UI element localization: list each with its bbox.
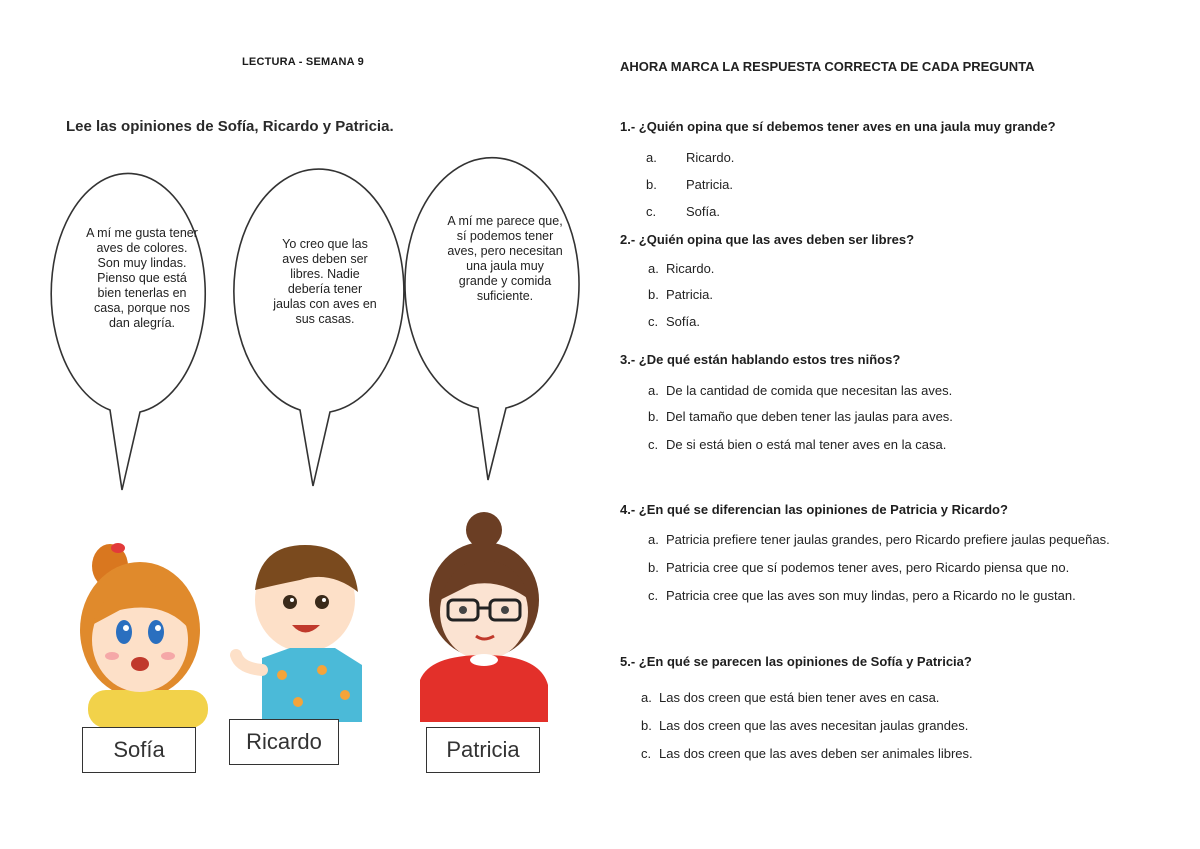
option-letter: a. xyxy=(648,383,659,398)
right-heading: AHORA MARCA LA RESPUESTA CORRECTA DE CADA PREGUNTA xyxy=(620,59,1035,74)
patricia-illustration xyxy=(420,512,548,722)
option-letter: a. xyxy=(648,261,659,276)
name-label-sofia: Sofía xyxy=(82,727,196,773)
option-text: Ricardo. xyxy=(666,261,715,276)
option-letter: b. xyxy=(648,560,659,575)
question-4-option-c[interactable] xyxy=(648,588,1076,603)
option-letter: c. xyxy=(648,588,659,603)
speech-bubble-ricardo xyxy=(234,169,404,486)
question-1-option-b[interactable] xyxy=(646,177,733,192)
question-1-option-a[interactable] xyxy=(646,150,734,165)
question-2-option-b[interactable] xyxy=(648,287,713,302)
option-letter: c. xyxy=(641,746,652,761)
option-text: Ricardo. xyxy=(686,150,735,165)
question-1-option-c[interactable] xyxy=(646,204,720,219)
option-letter: c. xyxy=(646,204,657,219)
question-5-option-c[interactable] xyxy=(641,746,973,761)
instruction: Lee las opiniones de Sofía, Ricardo y Patricia. xyxy=(66,118,394,135)
question-1: 1.- ¿Quién opina que sí debemos tener aves en una jaula muy grande? xyxy=(620,119,1056,134)
question-2-option-a[interactable] xyxy=(648,261,714,276)
option-letter: a. xyxy=(646,150,657,165)
option-text: Patricia prefiere tener jaulas grandes, pero Ricardo prefiere jaulas pequeñas. xyxy=(666,532,1110,547)
question-4-option-a[interactable] xyxy=(648,532,1110,547)
option-text: Las dos creen que las aves necesitan jaulas grandes. xyxy=(659,718,969,733)
question-3-option-a[interactable] xyxy=(648,383,952,398)
question-3-option-c[interactable] xyxy=(648,437,946,452)
option-text: Patricia. xyxy=(686,177,733,192)
bubble-text-patricia: A mí me parece que, sí podemos tener aves, pero necesitan una jaula muy grande y comida suficiente. xyxy=(447,214,563,303)
question-5-option-b[interactable] xyxy=(641,718,968,733)
option-text: Patricia cree que sí podemos tener aves, pero Ricardo piensa que no. xyxy=(666,560,1070,575)
question-4-option-b[interactable] xyxy=(648,560,1069,575)
option-letter: b. xyxy=(646,177,657,192)
question-5-option-a[interactable] xyxy=(641,690,939,705)
bubble-text-ricardo: Yo creo que las aves deben ser libres. Nadie debería tener jaulas con aves en sus casas. xyxy=(273,237,377,326)
question-3-option-b[interactable] xyxy=(648,409,953,424)
bubble-text-sofia: A mí me gusta tener aves de colores. Son muy lindas. Pienso que está bien tenerlas en casa, porque nos dan alegría. xyxy=(86,226,198,330)
left-heading: LECTURA - SEMANA 9 xyxy=(242,56,364,68)
option-text: Sofía. xyxy=(686,204,720,219)
option-letter: c. xyxy=(648,314,659,329)
option-letter: b. xyxy=(648,287,659,302)
option-text: Del tamaño que deben tener las jaulas para aves. xyxy=(666,409,953,424)
option-letter: c. xyxy=(648,437,659,452)
option-text: De la cantidad de comida que necesitan las aves. xyxy=(666,383,953,398)
speech-bubble-sofia xyxy=(51,173,205,490)
question-2: 2.- ¿Quién opina que las aves deben ser libres? xyxy=(620,232,915,247)
speech-bubble-patricia xyxy=(405,158,579,480)
option-text: Las dos creen que las aves deben ser animales libres. xyxy=(659,746,973,761)
name-label-ricardo: Ricardo xyxy=(229,719,339,765)
option-text: Sofía. xyxy=(666,314,700,329)
option-letter: a. xyxy=(641,690,652,705)
question-3: 3.- ¿De qué están hablando estos tres niños? xyxy=(620,352,901,367)
question-4: 4.- ¿En qué se diferencian las opiniones de Patricia y Ricardo? xyxy=(620,502,1008,517)
option-text: De si está bien o está mal tener aves en la casa. xyxy=(666,437,947,452)
option-letter: b. xyxy=(648,409,659,424)
option-text: Las dos creen que está bien tener aves en casa. xyxy=(659,690,940,705)
ricardo-illustration xyxy=(236,545,362,722)
question-2-option-c[interactable] xyxy=(648,314,700,329)
sofia-illustration xyxy=(80,543,208,728)
option-text: Patricia cree que las aves son muy lindas, pero a Ricardo no le gustan. xyxy=(666,588,1076,603)
question-5: 5.- ¿En qué se parecen las opiniones de Sofía y Patricia? xyxy=(620,654,972,669)
option-text: Patricia. xyxy=(666,287,713,302)
name-label-patricia: Patricia xyxy=(426,727,540,773)
option-letter: b. xyxy=(641,718,652,733)
option-letter: a. xyxy=(648,532,659,547)
